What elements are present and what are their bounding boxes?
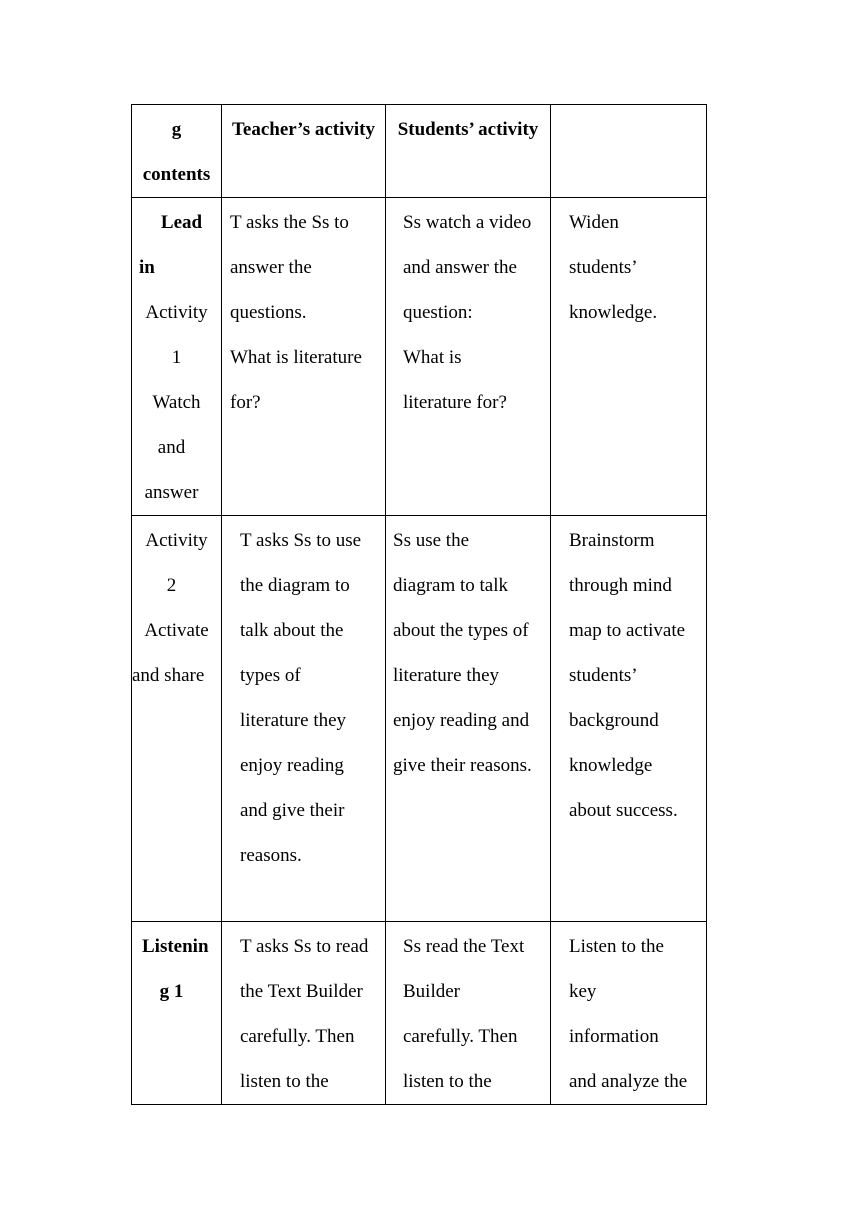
header-row (132, 105, 707, 198)
students-activity-cell: Ss read the Text Builder carefully. Then listen to the (386, 922, 551, 1105)
teacher-activity-cell: T asks Ss to read the Text Builder carefully. Then listen to the (222, 922, 386, 1105)
header-purpose (551, 105, 707, 198)
table-row-lead-in (132, 198, 707, 516)
table-row-activity-2 (132, 516, 707, 922)
purpose-cell: Brainstorm through mind map to activate students’ background knowledge about success. (551, 516, 707, 922)
stage-cell: Activity 2 Activate and share (132, 516, 222, 922)
header-teaching-contents: g contents (132, 105, 222, 198)
header-students-activity: Students’ activity (386, 105, 551, 198)
purpose-cell: Widen students’ knowledge. (551, 198, 707, 516)
teacher-activity-cell: T asks the Ss to answer the questions. What is literature for? (222, 198, 386, 516)
header-teacher-activity: Teacher’s activity (222, 105, 386, 198)
lesson-plan-table (131, 104, 707, 1105)
students-activity-cell: Ss watch a video and answer the question: What is literature for? (386, 198, 551, 516)
students-activity-cell: Ss use the diagram to talk about the types of literature they enjoy reading and give their reasons. (386, 516, 551, 922)
purpose-cell: Listen to the key information and analyze the (551, 922, 707, 1105)
stage-cell: Lead in Activity 1 Watch and answer (132, 198, 222, 516)
stage-cell: Listenin g 1 (132, 922, 222, 1105)
table-row-listening-1 (132, 922, 707, 1105)
teacher-activity-cell: T asks Ss to use the diagram to talk about the types of literature they enjoy reading and give their reasons. (222, 516, 386, 922)
